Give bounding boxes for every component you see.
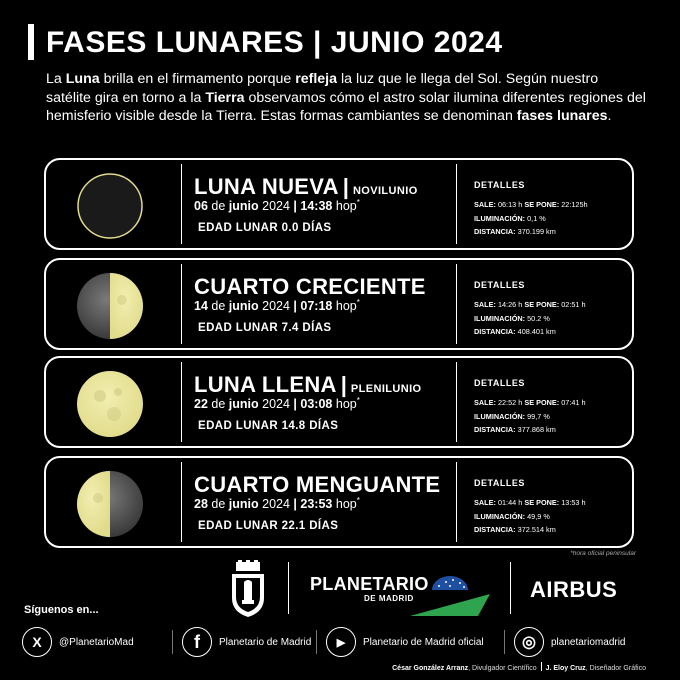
social-divider	[504, 630, 505, 654]
lunar-age: EDAD LUNAR 14.8 DÍAS	[198, 420, 339, 432]
phase-name: CUARTO MENGUANTE	[194, 472, 441, 497]
distance-label: DISTANCIA:	[474, 425, 516, 434]
phase-month: junio	[228, 397, 259, 412]
details-panel	[474, 180, 634, 239]
planetario-name: PLANETARIO	[310, 574, 429, 594]
moon-image	[76, 272, 144, 340]
intro-text-4: observamos cómo el astro solar ilumina diferentes regiones del hemisferio visible desde la Tierra. Estas formas cambiantes se denominan	[46, 89, 646, 124]
intro-paragraph	[46, 70, 646, 126]
intro-bold-fases: fases lunares	[516, 108, 608, 124]
intro-text-2: brilla en el firmamento porque	[99, 71, 296, 87]
details-heading: DETALLES	[474, 378, 525, 388]
illumination-value: 49,9 %	[527, 511, 550, 521]
phase-separator: |	[340, 372, 347, 397]
distance-value: 377.868 km	[517, 425, 556, 434]
distance-value: 408.401 km	[517, 327, 556, 336]
phase-tz-star: *	[356, 198, 360, 207]
date-time-separator: |	[293, 497, 297, 512]
card-divider	[456, 462, 457, 542]
planetario-logo	[306, 570, 496, 620]
phase-de: de	[211, 299, 226, 314]
social-instagram-label[interactable]: planetariomadrid	[551, 636, 626, 648]
social-instagram[interactable]	[514, 626, 626, 658]
phase-year: 2024	[262, 199, 290, 214]
airbus-logo: AIRBUS	[530, 577, 618, 602]
card-divider	[181, 264, 182, 344]
phase-alt-name: PLENILUNIO	[350, 383, 422, 395]
social-facebook[interactable]	[182, 626, 311, 658]
rise-value: 06:13 h	[497, 200, 523, 209]
follow-us-label: Síguenos en...	[24, 604, 99, 616]
phase-time: 14:38	[300, 199, 333, 214]
phase-title	[194, 372, 422, 398]
credit-divider	[541, 662, 542, 671]
set-label: SE PONE:	[524, 200, 560, 209]
phase-card-1	[44, 158, 634, 250]
date-time-separator: |	[293, 199, 297, 214]
card-divider	[181, 164, 182, 244]
intro-text-3: la luz que le llega del Sol. Según nuestro satélite gira en torno a la	[46, 71, 599, 106]
illumination-label: ILUMINACIÓN:	[474, 313, 526, 323]
phase-title	[194, 472, 448, 498]
social-facebook-label[interactable]: Planetario de Madrid	[219, 636, 312, 648]
moon-image	[76, 470, 144, 538]
credit-author-2: J. Eloy Cruz	[545, 665, 586, 672]
phase-day: 06	[194, 199, 208, 214]
details-panel	[474, 478, 634, 537]
moon-image	[76, 172, 144, 240]
social-divider	[316, 630, 317, 654]
illumination-row	[474, 212, 634, 226]
phase-tz: hop	[335, 397, 357, 412]
phase-tz: hop	[335, 497, 357, 512]
phase-title	[194, 274, 434, 300]
card-divider	[456, 362, 457, 442]
phase-date	[194, 396, 360, 411]
planetario-emblem-icon	[306, 570, 496, 620]
set-value: 07:41 h	[561, 398, 586, 407]
sponsor-logos	[0, 560, 680, 620]
logo-divider	[288, 562, 289, 614]
set-value: 22:125h	[561, 200, 588, 209]
phase-tz: hop	[335, 299, 357, 314]
card-divider	[456, 164, 457, 244]
phase-month: junio	[228, 199, 259, 214]
phase-year: 2024	[262, 299, 290, 314]
rise-set-row	[474, 496, 634, 510]
phase-name: CUARTO CRECIENTE	[194, 274, 426, 299]
phase-de: de	[211, 497, 226, 512]
phase-alt-name: NOVILUNIO	[352, 185, 418, 197]
page-title: FASES LUNARES | JUNIO 2024	[46, 26, 503, 59]
card-divider	[456, 264, 457, 344]
details-heading: DETALLES	[474, 280, 525, 290]
lunar-age: EDAD LUNAR 0.0 DÍAS	[198, 222, 332, 234]
intro-bold-tierra: Tierra	[205, 89, 245, 106]
set-label: SE PONE:	[524, 498, 560, 507]
phase-year: 2024	[262, 497, 290, 512]
details-panel	[474, 280, 634, 339]
illumination-label: ILUMINACIÓN:	[474, 213, 526, 223]
phase-time: 03:08	[300, 397, 333, 412]
illumination-value: 50.2 %	[527, 313, 550, 323]
phase-separator: |	[342, 174, 349, 199]
credit-author-1: César González Arranz	[392, 665, 469, 672]
phase-month: junio	[228, 299, 259, 314]
illumination-label: ILUMINACIÓN:	[474, 511, 526, 521]
social-youtube[interactable]	[326, 626, 484, 658]
phase-time: 23:53	[300, 497, 333, 512]
lunar-age: EDAD LUNAR 22.1 DÍAS	[198, 520, 339, 532]
phase-tz-star: *	[356, 396, 360, 405]
phase-title	[194, 174, 418, 200]
credits	[392, 662, 646, 672]
illumination-row	[474, 312, 634, 326]
distance-row	[474, 225, 634, 239]
rise-set-row	[474, 298, 634, 312]
intro-text-1: La	[46, 71, 66, 87]
social-x[interactable]	[22, 626, 134, 658]
phase-date	[194, 198, 360, 213]
distance-row	[474, 423, 634, 437]
distance-row	[474, 523, 634, 537]
rise-label: SALE:	[474, 398, 496, 407]
phase-tz: hop	[335, 199, 357, 214]
rise-value: 01:44 h	[497, 498, 523, 507]
phase-year: 2024	[262, 397, 290, 412]
intro-text-5: .	[607, 108, 612, 124]
moon-image	[76, 370, 144, 438]
phase-month: junio	[228, 497, 259, 512]
phase-card-2	[44, 258, 634, 350]
distance-label: DISTANCIA:	[474, 327, 516, 336]
illumination-row	[474, 410, 634, 424]
phase-day: 28	[194, 497, 208, 512]
set-label: SE PONE:	[524, 300, 560, 309]
details-panel	[474, 378, 634, 437]
set-value: 02:51 h	[561, 300, 586, 309]
distance-row	[474, 325, 634, 339]
phase-date	[194, 298, 360, 313]
phase-de: de	[211, 397, 226, 412]
distance-label: DISTANCIA:	[474, 227, 516, 236]
credit-role-2: , Diseñador Gráfico	[585, 665, 646, 672]
facebook-icon[interactable]: f	[182, 627, 212, 657]
set-value: 13:53 h	[561, 498, 586, 507]
rise-set-row	[474, 198, 634, 212]
lunar-age: EDAD LUNAR 7.4 DÍAS	[198, 322, 332, 334]
date-time-separator: |	[293, 397, 297, 412]
details-heading: DETALLES	[474, 180, 525, 190]
illumination-label: ILUMINACIÓN:	[474, 411, 526, 421]
intro-bold-luna: Luna	[65, 71, 100, 87]
rise-label: SALE:	[474, 498, 496, 507]
credit-role-1: , Divulgador Científico	[468, 665, 537, 672]
illumination-value: 0,1 %	[527, 213, 546, 223]
distance-label: DISTANCIA:	[474, 525, 516, 534]
social-youtube-label[interactable]: Planetario de Madrid oficial	[363, 636, 484, 648]
rise-set-row	[474, 396, 634, 410]
planetario-subtitle: DE MADRID	[364, 594, 414, 603]
intro-bold-refleja: refleja	[295, 71, 338, 87]
madrid-crest-icon	[228, 560, 268, 618]
social-x-label[interactable]: @PlanetarioMad	[59, 636, 134, 648]
phase-day: 14	[194, 299, 208, 314]
x-icon[interactable]: X	[22, 627, 52, 657]
social-divider	[172, 630, 173, 654]
rise-label: SALE:	[474, 200, 496, 209]
date-time-separator: |	[293, 299, 297, 314]
card-divider	[181, 462, 182, 542]
rise-label: SALE:	[474, 300, 496, 309]
set-label: SE PONE:	[524, 398, 560, 407]
distance-value: 372.514 km	[517, 525, 556, 534]
phase-de: de	[211, 199, 226, 214]
social-links	[22, 626, 662, 658]
card-divider	[181, 362, 182, 442]
phase-time: 07:18	[300, 299, 333, 314]
instagram-icon[interactable]: ◎	[514, 627, 544, 657]
phase-tz-star: *	[356, 298, 360, 307]
footnote: *hora oficial peninsular	[570, 550, 636, 557]
illumination-row	[474, 510, 634, 524]
youtube-icon[interactable]: ▶	[326, 627, 356, 657]
phase-name: LUNA NUEVA	[194, 174, 339, 199]
illumination-value: 99,7 %	[527, 411, 550, 421]
phase-card-3	[44, 356, 634, 448]
phase-date	[194, 496, 360, 511]
phase-card-4	[44, 456, 634, 548]
logo-divider	[510, 562, 511, 614]
distance-value: 370.199 km	[517, 227, 556, 236]
phase-day: 22	[194, 397, 208, 412]
details-heading: DETALLES	[474, 478, 525, 488]
title-accent-bar	[28, 24, 34, 60]
rise-value: 22:52 h	[497, 398, 523, 407]
phase-name: LUNA LLENA	[194, 372, 337, 397]
rise-value: 14:26 h	[497, 300, 523, 309]
phase-tz-star: *	[356, 496, 360, 505]
